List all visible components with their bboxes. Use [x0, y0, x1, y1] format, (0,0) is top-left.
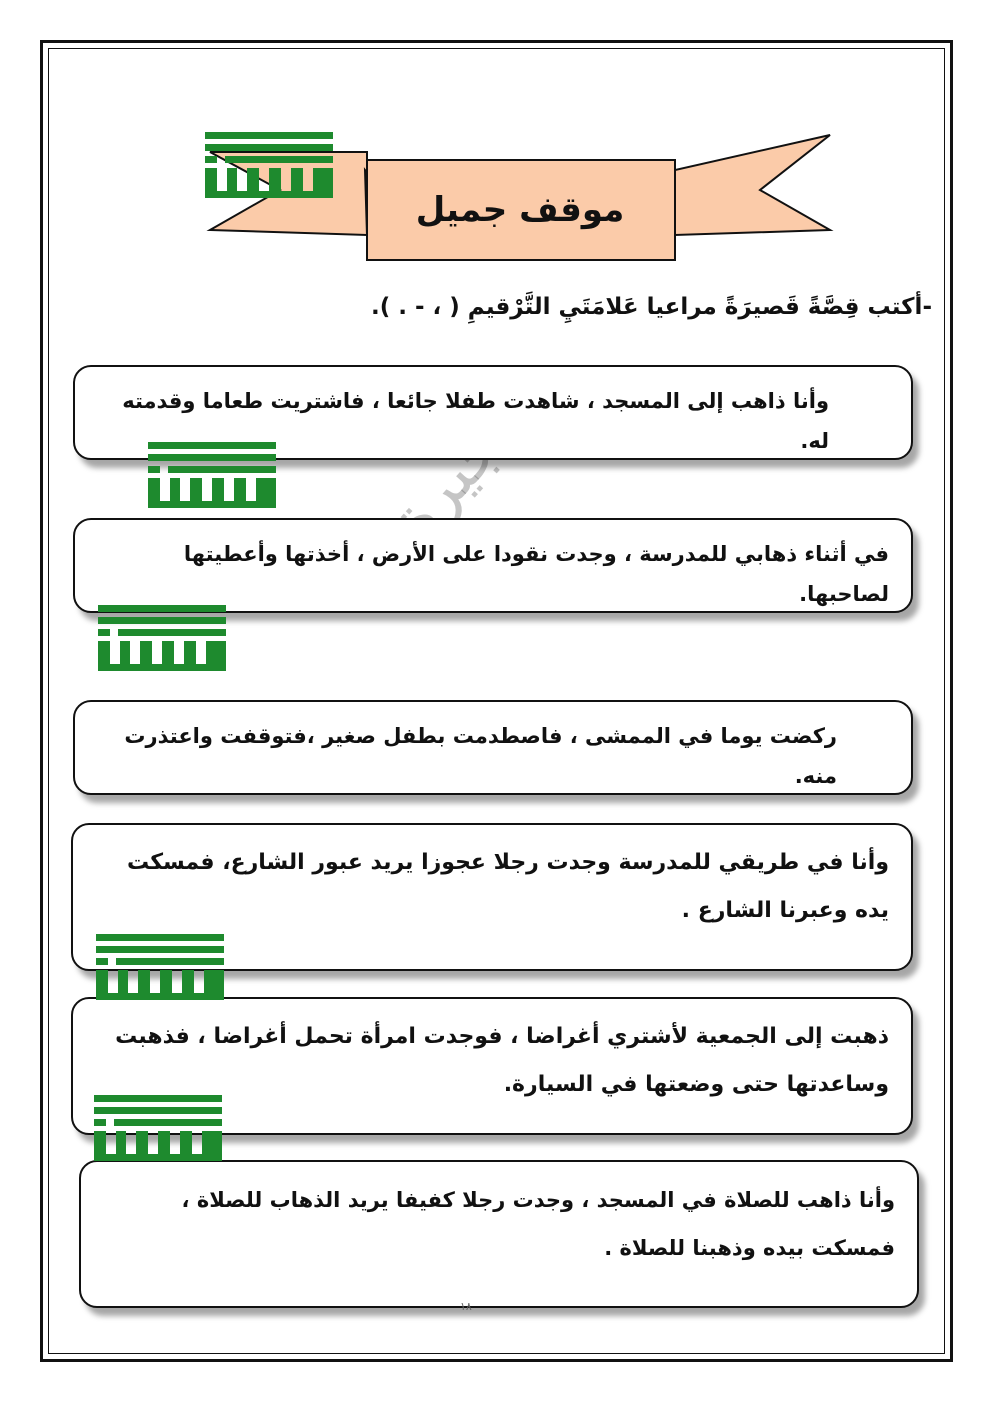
story-text-4: وأنا في طريقي للمدرسة وجدت رجلا عجوزا يريد عبور الشارع، فمسكت يده وعبرنا الشارع .: [126, 850, 889, 923]
kufic-logo-stamp: [205, 130, 335, 202]
instruction-text: -أكتب قِصَّةً قَصيرَةً مراعيا عَلامَتَيِ التَّرْقيمِ ( ، - . ).: [370, 294, 932, 320]
kufic-logo-stamp: [94, 1093, 224, 1165]
page-title: موقف جميل: [415, 190, 625, 230]
page-number: ١٨: [460, 1300, 472, 1313]
story-text-3: ركضت يوما في الممشى ، فاصطدمت بطفل صغير ،فتوقفت واعتذرت منه.: [124, 724, 837, 788]
story-text-6: وأنا ذاهب للصلاة في المسجد ، وجدت رجلا كفيفا يريد الذهاب للصلاة ، فمسكت بيده وذهبنا للصلاة .: [181, 1188, 895, 1260]
story-box-3: [73, 700, 913, 795]
kufic-logo-stamp: [98, 603, 228, 675]
story-text-2: في أثناء ذهابي للمدرسة ، وجدت نقودا على الأرض ، أخذتها وأعطيتها لصاحبها.: [183, 542, 889, 606]
story-box-6: [79, 1160, 919, 1308]
story-text-1: وأنا ذاهب إلى المسجد ، شاهدت طفلا جائعا ، فاشتريت طعاما وقدمته له.: [122, 389, 829, 453]
kufic-logo-stamp: [96, 932, 226, 1004]
kufic-logo-stamp: [148, 440, 278, 512]
story-box-2: [73, 518, 913, 613]
story-text-5: ذهبت إلى الجمعية لأشتري أغراضا ، فوجدت امرأة تحمل أغراضا ، فذهبت وساعدتها حتى وضعتها في السيارة.: [115, 1024, 889, 1097]
